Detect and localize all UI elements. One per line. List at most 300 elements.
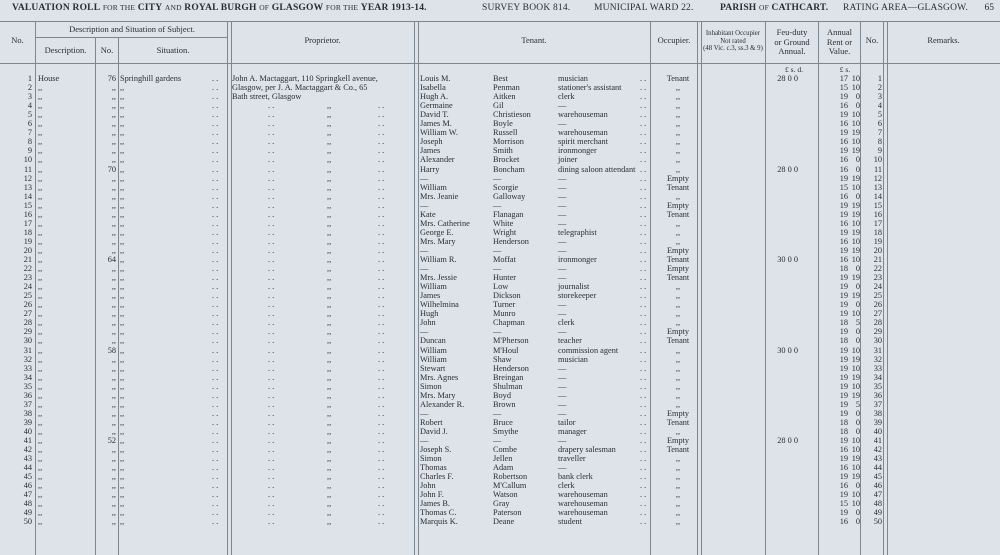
- row-tenant-first: Mrs. Jessie: [420, 273, 457, 283]
- row-situation: ,,: [120, 336, 125, 346]
- row-house-number: ,,: [111, 372, 116, 382]
- proprietor-ditto: . .: [378, 209, 385, 219]
- table-row: [0, 83, 1000, 92]
- row-occupation: ironmonger: [558, 255, 597, 264]
- proprietor-ditto: . .: [378, 282, 385, 292]
- proprietor-ditto: . .: [268, 209, 275, 219]
- leader-dots: . .: [640, 264, 647, 274]
- row-number-right: 7: [877, 128, 882, 138]
- row-number-right: 37: [873, 399, 882, 409]
- row-description: ,,: [38, 363, 43, 373]
- row-occupier: Tenant: [666, 445, 690, 455]
- row-annual-shillings: 19: [839, 300, 848, 310]
- row-tenant-first: Alexander R.: [420, 399, 465, 409]
- row-number-right: 32: [873, 354, 882, 364]
- row-tenant-last: —: [493, 245, 502, 255]
- proprietor-ditto: . .: [268, 300, 275, 310]
- proprietor-ditto: ,,: [327, 291, 332, 301]
- row-house-number: ,,: [111, 454, 116, 464]
- rule-top: [0, 21, 1000, 22]
- leader-dots: . .: [212, 508, 219, 518]
- row-situation: ,,: [120, 508, 125, 518]
- table-row: [0, 192, 1000, 201]
- leader-dots: . .: [212, 245, 219, 255]
- row-annual-shillings: 16: [839, 218, 848, 228]
- row-annual-shillings: 19: [839, 345, 848, 355]
- proprietor-ditto: . .: [268, 381, 275, 391]
- row-house-number: ,,: [111, 300, 116, 310]
- row-number: 36: [23, 390, 32, 400]
- row-description: ,,: [38, 291, 43, 301]
- leader-dots: . .: [212, 282, 219, 292]
- row-description: ,,: [38, 309, 43, 319]
- row-occupation: telegraphist: [558, 227, 597, 237]
- row-occupation: —: [558, 463, 567, 473]
- row-number-right: 14: [873, 191, 882, 201]
- row-annual-shillings: 19: [839, 508, 848, 518]
- proprietor-ditto: . .: [268, 345, 275, 355]
- row-house-number: ,,: [111, 245, 116, 255]
- row-annual-pence: 19: [851, 390, 860, 400]
- row-occupier: Tenant: [666, 74, 690, 83]
- proprietor-ditto: . .: [378, 164, 385, 174]
- row-occupation: teacher: [558, 336, 582, 346]
- row-tenant-last: Low: [493, 282, 509, 292]
- proprietor-ditto: . .: [378, 399, 385, 409]
- row-description: ,,: [38, 508, 43, 518]
- row-number: 6: [27, 119, 32, 129]
- leader-dots: . .: [212, 390, 219, 400]
- row-number-right: 19: [873, 236, 882, 246]
- row-occupation: ironmonger: [558, 146, 597, 156]
- table-row: [0, 282, 1000, 291]
- row-number-right: 35: [873, 381, 882, 391]
- row-number: 32: [23, 354, 32, 364]
- row-annual-shillings: 19: [839, 390, 848, 400]
- proprietor-ditto: . .: [378, 264, 385, 274]
- proprietor-ditto: . .: [268, 200, 275, 210]
- row-number-right: 15: [873, 200, 882, 210]
- leader-dots: . .: [212, 146, 219, 156]
- proprietor-line-3: Bath street, Glasgow: [232, 92, 302, 101]
- row-number-right: 20: [873, 245, 882, 255]
- proprietor-ditto: ,,: [327, 499, 332, 509]
- row-house-number: ,,: [111, 291, 116, 301]
- row-annual-pence: 19: [851, 200, 860, 210]
- row-number: 28: [23, 318, 32, 328]
- leader-dots: . .: [640, 309, 647, 319]
- table-row: [0, 382, 1000, 391]
- row-house-number: ,,: [111, 264, 116, 274]
- row-tenant-first: James: [420, 146, 441, 156]
- row-tenant-first: —: [420, 436, 429, 445]
- row-annual-pence: 10: [851, 218, 860, 228]
- row-annual-pence: 10: [851, 381, 860, 391]
- row-occupier: ,,: [675, 191, 681, 201]
- row-situation: ,,: [120, 110, 125, 120]
- row-annual-shillings: 19: [839, 472, 848, 482]
- row-occupation: student: [558, 517, 582, 527]
- row-annual-pence: 0: [855, 164, 860, 174]
- row-situation: ,,: [120, 291, 125, 301]
- row-annual-pence: 0: [855, 264, 860, 274]
- row-situation: ,,: [120, 209, 125, 219]
- leader-dots: . .: [212, 173, 219, 183]
- row-situation: ,,: [120, 92, 125, 102]
- proprietor-ditto: . .: [378, 227, 385, 237]
- row-annual-pence: 0: [855, 417, 860, 427]
- row-occupation: warehouseman: [558, 499, 608, 509]
- row-tenant-last: Russell: [493, 128, 518, 138]
- proprietor-ditto: ,,: [327, 417, 332, 427]
- row-occupier: Tenant: [666, 255, 690, 264]
- row-description: ,,: [38, 399, 43, 409]
- table-row: [0, 454, 1000, 463]
- row-house-number: 52: [107, 436, 116, 445]
- row-occupier: Tenant: [666, 209, 690, 219]
- row-house-number: ,,: [111, 399, 116, 409]
- row-tenant-first: Thomas C.: [420, 508, 457, 518]
- row-occupier: ,,: [675, 155, 681, 165]
- row-tenant-last: Brocket: [493, 155, 520, 165]
- row-occupier: ,,: [675, 300, 681, 310]
- row-description: ,,: [38, 499, 43, 509]
- row-annual-pence: 19: [851, 354, 860, 364]
- leader-dots: . .: [640, 426, 647, 436]
- row-number: 37: [23, 399, 32, 409]
- row-feu-duty: 30 0 0: [777, 255, 798, 264]
- row-occupation: —: [558, 408, 567, 418]
- row-occupier: Tenant: [666, 336, 690, 346]
- row-tenant-last: Combe: [493, 445, 517, 455]
- leader-dots: . .: [212, 463, 219, 473]
- row-number-right: 26: [873, 300, 882, 310]
- row-situation: ,,: [120, 182, 125, 192]
- row-tenant-last: Wright: [493, 227, 517, 237]
- row-number: 29: [23, 327, 32, 337]
- leader-dots: . .: [640, 218, 647, 228]
- row-occupation: stationer's assistant: [558, 83, 622, 93]
- table-row: [0, 472, 1000, 481]
- row-occupation: clerk: [558, 481, 575, 491]
- row-house-number: ,,: [111, 363, 116, 373]
- proprietor-ditto: . .: [378, 137, 385, 147]
- row-number: 4: [27, 101, 32, 111]
- row-tenant-first: Duncan: [420, 336, 446, 346]
- row-annual-pence: 0: [855, 408, 860, 418]
- row-situation: ,,: [120, 499, 125, 509]
- row-occupation: musician: [558, 74, 588, 83]
- proprietor-ditto: ,,: [327, 309, 332, 319]
- proprietor-ditto: ,,: [327, 110, 332, 120]
- row-description: ,,: [38, 490, 43, 500]
- proprietor-ditto: . .: [378, 372, 385, 382]
- row-house-number: ,,: [111, 463, 116, 473]
- proprietor-ditto: . .: [378, 119, 385, 129]
- parish-label: [720, 3, 828, 13]
- row-number: 44: [23, 463, 32, 473]
- row-situation: ,,: [120, 390, 125, 400]
- row-number: 2: [27, 83, 32, 93]
- row-occupier: Empty: [666, 173, 690, 183]
- row-situation: ,,: [120, 300, 125, 310]
- row-house-number: ,,: [111, 227, 116, 237]
- row-description: ,,: [38, 227, 43, 237]
- row-annual-shillings: 16: [839, 155, 848, 165]
- row-number-right: 33: [873, 363, 882, 373]
- row-occupation: warehouseman: [558, 128, 608, 138]
- leader-dots: . .: [640, 227, 647, 237]
- row-house-number: ,,: [111, 273, 116, 283]
- leader-dots: . .: [640, 372, 647, 382]
- row-house-number: ,,: [111, 200, 116, 210]
- row-annual-pence: 19: [851, 128, 860, 138]
- row-tenant-first: James B.: [420, 499, 450, 509]
- row-tenant-first: James M.: [420, 119, 452, 129]
- row-situation: ,,: [120, 481, 125, 491]
- proprietor-ditto: . .: [268, 155, 275, 165]
- row-number: 15: [23, 200, 32, 210]
- proprietor-ditto: ,,: [327, 191, 332, 201]
- proprietor-ditto: ,,: [327, 282, 332, 292]
- row-number-right: 42: [873, 445, 882, 455]
- row-description: ,,: [38, 164, 43, 174]
- row-occupier: Tenant: [666, 182, 690, 192]
- row-number: 13: [23, 182, 32, 192]
- proprietor-ditto: ,,: [327, 209, 332, 219]
- row-number: 21: [23, 255, 32, 264]
- table-row: [0, 336, 1000, 345]
- leader-dots: . .: [640, 336, 647, 346]
- row-number: 46: [23, 481, 32, 491]
- row-annual-pence: 19: [851, 472, 860, 482]
- proprietor-ditto: . .: [378, 426, 385, 436]
- row-tenant-first: John: [420, 481, 436, 491]
- row-annual-shillings: 16: [839, 101, 848, 111]
- row-annual-shillings: 19: [839, 381, 848, 391]
- row-annual-pence: 0: [855, 101, 860, 111]
- row-tenant-last: —: [493, 173, 502, 183]
- proprietor-ditto: . .: [268, 481, 275, 491]
- row-annual-shillings: 16: [839, 517, 848, 527]
- row-annual-shillings: 16: [839, 164, 848, 174]
- row-annual-pence: 5: [855, 318, 860, 328]
- row-occupier: ,,: [675, 508, 681, 518]
- row-number: 19: [23, 236, 32, 246]
- leader-dots: . .: [640, 182, 647, 192]
- row-tenant-last: Boyle: [493, 119, 513, 129]
- leader-dots: . .: [212, 218, 219, 228]
- row-annual-shillings: 16: [839, 445, 848, 455]
- row-tenant-first: William W.: [420, 128, 458, 138]
- row-occupation: —: [558, 327, 567, 337]
- row-occupation: spirit merchant: [558, 137, 608, 147]
- row-number: 17: [23, 218, 32, 228]
- table-row: [0, 517, 1000, 526]
- row-house-number: ,,: [111, 128, 116, 138]
- annual-line2: Rent or: [826, 36, 853, 47]
- proprietor-ditto: . .: [378, 309, 385, 319]
- proprietor-ditto: ,,: [327, 236, 332, 246]
- row-situation: ,,: [120, 128, 125, 138]
- row-tenant-last: Paterson: [493, 508, 522, 518]
- row-description: ,,: [38, 354, 43, 364]
- row-occupation: —: [558, 264, 567, 274]
- leader-dots: . .: [640, 74, 647, 83]
- leader-dots: . .: [212, 490, 219, 500]
- row-tenant-first: Mrs. Agnes: [420, 372, 459, 382]
- table-row: [0, 119, 1000, 128]
- row-situation: ,,: [120, 426, 125, 436]
- table-row: [0, 219, 1000, 228]
- row-description: ,,: [38, 200, 43, 210]
- leader-dots: . .: [640, 92, 647, 102]
- row-tenant-last: Hunter: [493, 273, 517, 283]
- row-annual-pence: 10: [851, 255, 860, 264]
- row-annual-pence: 10: [851, 236, 860, 246]
- row-number-right: 18: [873, 227, 882, 237]
- row-situation: ,,: [120, 472, 125, 482]
- row-house-number: ,,: [111, 318, 116, 328]
- row-number-right: 38: [873, 408, 882, 418]
- row-occupier: Empty: [666, 200, 690, 210]
- row-house-number: ,,: [111, 191, 116, 201]
- proprietor-ditto: . .: [268, 128, 275, 138]
- table-row: [0, 74, 1000, 83]
- proprietor-ditto: ,,: [327, 119, 332, 129]
- row-annual-shillings: 19: [839, 209, 848, 219]
- proprietor-ditto: ,,: [327, 318, 332, 328]
- row-occupier: ,,: [675, 128, 681, 138]
- leader-dots: . .: [640, 173, 647, 183]
- row-situation: ,,: [120, 354, 125, 364]
- row-occupation: —: [558, 273, 567, 283]
- row-house-number: ,,: [111, 110, 116, 120]
- proprietor-ditto: ,,: [327, 390, 332, 400]
- row-number: 42: [23, 445, 32, 455]
- row-house-number: ,,: [111, 517, 116, 527]
- leader-dots: . .: [212, 318, 219, 328]
- row-tenant-last: Henderson: [493, 363, 529, 373]
- proprietor-ditto: . .: [378, 236, 385, 246]
- leader-dots: . .: [640, 191, 647, 201]
- row-situation: ,,: [120, 200, 125, 210]
- leader-dots: . .: [212, 372, 219, 382]
- table-row: [0, 418, 1000, 427]
- row-occupation: —: [558, 399, 567, 409]
- proprietor-ditto: . .: [378, 481, 385, 491]
- row-annual-pence: 10: [851, 137, 860, 147]
- row-feu-duty: 28 0 0: [777, 164, 798, 174]
- leader-dots: . .: [212, 399, 219, 409]
- row-house-number: ,,: [111, 390, 116, 400]
- header-part2: FOR THE: [102, 3, 136, 12]
- row-tenant-last: Moffat: [493, 255, 516, 264]
- row-occupation: traveller: [558, 454, 586, 464]
- row-occupation: —: [558, 191, 567, 201]
- inhabitant-line3: (48 Vic. c.3, ss.3 & 9): [703, 45, 763, 52]
- table-row: [0, 92, 1000, 101]
- row-tenant-first: Mrs. Catherine: [420, 218, 470, 228]
- row-situation: ,,: [120, 417, 125, 427]
- row-occupation: joiner: [558, 155, 578, 165]
- row-tenant-first: Joseph S.: [420, 445, 452, 455]
- row-tenant-last: Shulman: [493, 381, 523, 391]
- row-description: ,,: [38, 336, 43, 346]
- row-annual-pence: 19: [851, 146, 860, 156]
- table-row: [0, 101, 1000, 110]
- row-tenant-last: Robertson: [493, 472, 528, 482]
- table-row: [0, 110, 1000, 119]
- row-number-right: 1: [877, 74, 882, 83]
- row-tenant-first: Louis M.: [420, 74, 451, 83]
- leader-dots: . .: [640, 363, 647, 373]
- row-tenant-first: George E.: [420, 227, 454, 237]
- row-tenant-first: Joseph: [420, 137, 443, 147]
- page-header: [0, 3, 1000, 17]
- row-number: 48: [23, 499, 32, 509]
- row-number: 41: [23, 436, 32, 445]
- proprietor-ditto: . .: [378, 155, 385, 165]
- header-part4: AND: [164, 3, 182, 12]
- row-annual-pence: 19: [851, 173, 860, 183]
- leader-dots: . .: [640, 146, 647, 156]
- row-occupation: clerk: [558, 318, 575, 328]
- row-description: ,,: [38, 481, 43, 491]
- row-situation: ,,: [120, 445, 125, 455]
- col-head-situation: Situation.: [156, 45, 190, 55]
- col-head-feu: [766, 28, 818, 57]
- proprietor-ditto: ,,: [327, 273, 332, 283]
- proprietor-ditto: . .: [268, 390, 275, 400]
- proprietor-line-2: Glasgow, per J. A. Mactaggart & Co., 65: [232, 83, 368, 92]
- row-annual-pence: 0: [855, 191, 860, 201]
- proprietor-ditto: ,,: [327, 454, 332, 464]
- proprietor-ditto: ,,: [327, 490, 332, 500]
- row-situation: ,,: [120, 517, 125, 527]
- proprietor-ditto: . .: [378, 182, 385, 192]
- leader-dots: . .: [212, 309, 219, 319]
- row-tenant-last: —: [493, 200, 502, 210]
- leader-dots: . .: [640, 354, 647, 364]
- row-number: 1: [27, 74, 32, 83]
- row-house-number: ,,: [111, 209, 116, 219]
- row-annual-pence: 10: [851, 345, 860, 355]
- proprietor-ditto: . .: [268, 182, 275, 192]
- row-annual-shillings: 16: [839, 137, 848, 147]
- leader-dots: . .: [640, 137, 647, 147]
- row-annual-shillings: 19: [839, 273, 848, 283]
- inhabitant-line2: Not rated: [720, 37, 746, 45]
- row-occupier: ,,: [675, 426, 681, 436]
- row-description: ,,: [38, 255, 43, 264]
- row-tenant-last: Breingan: [493, 372, 524, 382]
- leader-dots: . .: [212, 119, 219, 129]
- feu-line3: Annual.: [778, 46, 806, 56]
- row-occupation: —: [558, 200, 567, 210]
- row-annual-pence: 19: [851, 454, 860, 464]
- row-annual-pence: 0: [855, 336, 860, 346]
- row-description: ,,: [38, 137, 43, 147]
- rule-desc-group: [36, 37, 228, 38]
- row-feu-duty: 30 0 0: [777, 345, 798, 355]
- leader-dots: . .: [212, 110, 219, 120]
- lsd-feu: £ s. d.: [785, 65, 803, 74]
- proprietor-ditto: . .: [268, 327, 275, 337]
- row-situation: ,,: [120, 264, 125, 274]
- row-house-number: ,,: [111, 336, 116, 346]
- leader-dots: . .: [212, 417, 219, 427]
